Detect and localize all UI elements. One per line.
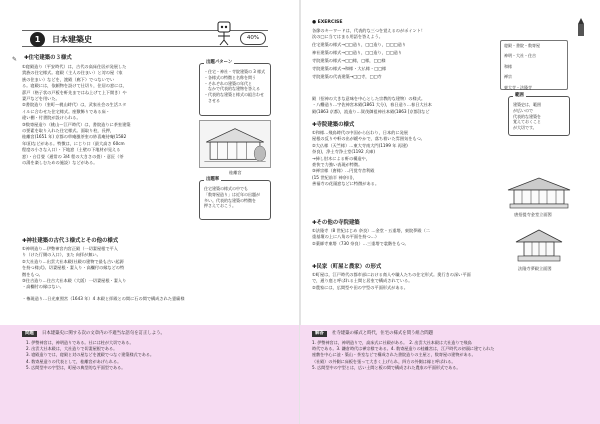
range-box-label: 範囲 <box>515 93 524 98</box>
text-line: ①寝殿造り（平安時代）は，古代の高床住居が発展した <box>22 64 127 69</box>
answer-line: 禅宗 <box>504 74 512 80</box>
text-line: ②農家には，広間型や田の字型の平面形式がある。 <box>312 284 408 290</box>
text-line: が大切です。 <box>513 125 537 131</box>
text-line: 族の住まい）などを，渡殿（廊下）でつないでい <box>22 76 115 82</box>
text-line: ・八幡造り…宇佐神宮本殿(1861 大分)，春日造り…春日大社本 <box>312 102 432 108</box>
text-line: 違い棚・付書院が設けられる。 <box>22 115 81 121</box>
text-line: ①町屋は，江戸時代の都市部における商人や職人たちの住宅形式。奥行きの深い平面 <box>312 272 471 277</box>
illustration-caption: 桂離宮 <box>229 170 242 175</box>
mascot-icon <box>212 20 236 46</box>
section-heading-minka: ✚民家（町屋と農家）の形式 <box>312 264 382 270</box>
text-line: 程度の小さな入口）・下地窓（土壁の下地材が見える <box>22 147 121 153</box>
section-heading-temple: ✚寺院建築の様式 <box>312 122 355 128</box>
temple-illustration <box>506 176 572 210</box>
text-line: 住宅建築の様式の中でも <box>204 186 248 191</box>
text-line: 年頃)などがある。特徴は，にじり口（最大高さ 60cm <box>22 140 125 146</box>
exercise-answer-box <box>500 40 568 90</box>
text-line: させる <box>204 97 220 103</box>
text-line: ・各様式の特徴と名称を問う <box>204 74 256 80</box>
answer-line: 寝殿・書院・数寄屋 <box>504 43 540 48</box>
range-box <box>508 93 570 136</box>
exercise-label: ● EXERCISE <box>312 20 343 25</box>
pen-icon: ✎ <box>12 56 18 63</box>
exercise-row: 住宅建築の様式→□□造り，□□造り，□□□造り <box>312 42 407 47</box>
text-line: 桂離宮(1651 年) 京都の草庵風茶室の妙喜庵待庵(1582 <box>22 134 127 140</box>
text-line: が広いので <box>513 107 533 113</box>
exercise-row: 神社建築の様式→□□造り，□□造り，□□造り <box>312 50 403 55</box>
text-line: ・それぞれの建築の年代と <box>204 80 252 86</box>
text-line: ・代表的な建築と様式の組合わせ <box>204 92 264 98</box>
text-line: ③禅宗様（唐様）…円覚寺舎利殿 <box>312 168 375 174</box>
text-line: 「数寄屋造り」は近年の出題が <box>204 191 260 197</box>
answer-line: 時代である。3. 鎌倉時代は禅宗様である。4. 数寄屋造りの桂離宮は，江戸時代の初頭に建てられた <box>312 346 495 352</box>
building-illustration <box>199 120 271 168</box>
text-line: 屋根の反りや軒の出が緩やかで，落ち着いた雰囲気をもつ。 <box>312 136 425 142</box>
text-line: 次の□に当てはまる用語を答えよう。 <box>312 34 383 40</box>
text-line: 建築史は，範囲 <box>513 102 541 107</box>
text-line: 殿(1863 京都)，流造り…賀茂御祖神社本殿(1863 [京都])など <box>312 108 430 114</box>
answer-line: 1. 伊勢神宮は，神明造りで，高床式に社殿がある。 2. 出雲大社本殿は大社造りで飛鳥 <box>312 340 472 345</box>
percent-badge: 40% <box>240 32 266 45</box>
text-line: ②薬師寺東塔（730 奈良）…三重塔で裳階をもつ。 <box>312 240 409 246</box>
answer-title: 社寺建築の様式と時代，住宅の様式を問う組合問題 <box>332 331 433 336</box>
text-line: ②大仏様（天竺様）…東大寺南大門(1199 年 再建) <box>312 142 408 148</box>
text-line: →挿し肘木による軒の構造や， <box>312 155 370 161</box>
exercise-row: 寺院建築の様式→和様・大仏様・□□様 <box>312 66 387 71</box>
range-box-body <box>513 102 541 131</box>
text-line: ①和様…飛鳥時代の中国から伝わり，日本的に発展 <box>312 130 408 135</box>
advice-box-label: 出題率 <box>206 177 220 182</box>
text-line: 殿（招神の大きな意味を中心とした宗教的な建物）の様式。 <box>312 96 426 101</box>
text-line: ③数寄屋造り（桃山〜江戸時代）は，書院造りに茶室建築 <box>22 121 131 127</box>
advice-box <box>199 177 271 220</box>
pattern-box-body <box>204 69 265 104</box>
text-line: ・権現造り…日光東照宮（1643 年）4 本殿と拝殿との間に石の間で構成された霊廟様 <box>22 296 185 301</box>
text-line: を持つ様式)。切妻屋根・妻入り・高欄付の縁などの特 <box>22 265 125 271</box>
section-heading-shrine: ✚神社建築の古代３様式とその他の様式 <box>22 238 119 244</box>
text-line: 窓）・台目畳（通常の 3/4 程の大きさの畳）・意匠（茶 <box>22 153 124 159</box>
text-line: ③住吉造り…住吉大社本殿（大阪）一切妻屋根・妻入り <box>22 278 127 283</box>
answer-line: 東大寺・法隆寺 <box>504 84 532 90</box>
text-line: 重基壇の上に八角の平面を持つ…） <box>312 234 380 240</box>
chapter-title: 日本建築史 <box>52 35 92 44</box>
chapter-number: 1 <box>30 32 45 47</box>
pen-icon <box>575 18 587 38</box>
text-line: 押さえておこう。 <box>204 203 236 209</box>
answer-line: （社殿）の外側に床板を張って大きく上げられ，四方の外側は縁と呼ばれる。 <box>312 358 456 364</box>
text-line: ②書院造り（室町〜桃山時代）は，武家社会の生活スタ <box>22 102 127 108</box>
temple-caption: 唐招提寺金堂立面図 <box>514 212 552 217</box>
answer-label: 解答 <box>312 331 327 337</box>
exercise-row: 寺院建築の様式→□□様，□様，□□様 <box>312 58 386 63</box>
answer-line: 座敷を中心に池・築山・茶室などで構成された書院造りの主屋と，数寄屋の建物がある。 <box>312 352 476 358</box>
temple-illustration <box>512 228 566 264</box>
pattern-box <box>199 60 271 116</box>
text-line: ①神明造り…伊勢神宮内宮正殿（一切妻屋根で平入 <box>22 246 118 251</box>
answer-line: 和様 <box>504 63 512 69</box>
text-line: 各節のキーワードは，代表的な三つを覚えるのがポイント！ <box>312 28 426 33</box>
answer-line: 神明・大社・住吉 <box>504 53 536 59</box>
question-line: 3. 寝殿造りでは，寝殿と対の屋などを渡殿でつなぐ建築様式である。 <box>26 352 155 358</box>
text-line: の要素を取り入れた住宅様式。面取り柱，長押， <box>22 128 115 133</box>
text-line: る。寝殿には，依頼物を設けて仕切り，住居の窓には， <box>22 83 127 89</box>
question-line: 1. 伊勢神宮は，神明造りである。社には柱が大切である。 <box>26 340 134 345</box>
pattern-box-label: 出題パターン <box>206 60 233 65</box>
text-line: 覚えておくこと <box>513 119 541 125</box>
question-title: 日本建築史に関する次の文章内の不適当な語句を訂正しよう。 <box>42 331 165 336</box>
exercise-row: 寺院建築の代表建築→□□寺，□□寺 <box>312 74 382 79</box>
temple-caption: 法隆寺夢殿立面図 <box>518 266 552 271</box>
question-label: 問題 <box>22 331 37 337</box>
text-line: 豪快で力強い表現が特徴。 <box>312 162 363 167</box>
text-line: イルに合わせた住宅様式。座敷飾りである床・ <box>22 108 110 114</box>
text-line: ・住宅・神社・寺院建築の 3 様式 <box>204 69 266 74</box>
answer-line: 5. 広間型中の字型とは，広い土間と板の間で構成された農家の平面形式である。 <box>312 364 461 370</box>
advice-box-body <box>204 186 260 209</box>
text-line: 善福寺の花頭窓などに特徴がある。 <box>312 181 380 187</box>
question-line: 4. 数寄屋造りの代表として，桂離宮があげられる。 <box>26 358 122 364</box>
question-line: 2. 出雲大社本殿は，大社造りで切妻屋根である。 <box>26 346 118 352</box>
text-line: 多い。代表的な建築の特徴を <box>204 197 256 203</box>
text-line: 妻戸などを用いた。 <box>22 96 60 101</box>
text-line: り（けた行側の入口），また 向拝が無い。 <box>22 252 101 258</box>
text-line: ・高欄付の縁はない。 <box>22 284 64 290</box>
section-heading-housing: ✚住宅建築の３様式 <box>24 55 72 61</box>
text-line: 奈良)，浄土寺浄土堂(1192 兵庫) <box>312 149 375 155</box>
text-line: 貴族の住宅様式。寝殿（主人の住まい）と対の屋（家 <box>22 70 123 76</box>
text-line: で，通り庭と呼ばれる土間と居室で構成されている。 <box>312 278 413 284</box>
text-line: (15 世紀前半 神奈川)， <box>312 174 357 180</box>
text-line: ①法隆寺（8 世紀はじめ 奈良）…金堂・五重塔，東院夢殿（二 <box>312 228 430 233</box>
text-line: の湯を楽しむための施設）などがある。 <box>22 160 98 165</box>
text-line: 徴をもつ。 <box>22 271 43 277</box>
text-line: 代表的な建築を <box>513 113 541 119</box>
text-line: なかで代表的な建物を答える <box>204 86 260 92</box>
section-heading-other-temple: ✚その他の寺院建築 <box>312 220 360 226</box>
question-line: 5. 広間型中の字型は，町屋の典型的な平面型である。 <box>26 364 126 370</box>
text-line: ②大社造り…出雲大社本殿(社殿の建物で最も古い起源 <box>22 258 124 264</box>
text-line: 蔀戸（格子状の戸板を軒先まではね上げて上下開き）や <box>22 89 127 95</box>
